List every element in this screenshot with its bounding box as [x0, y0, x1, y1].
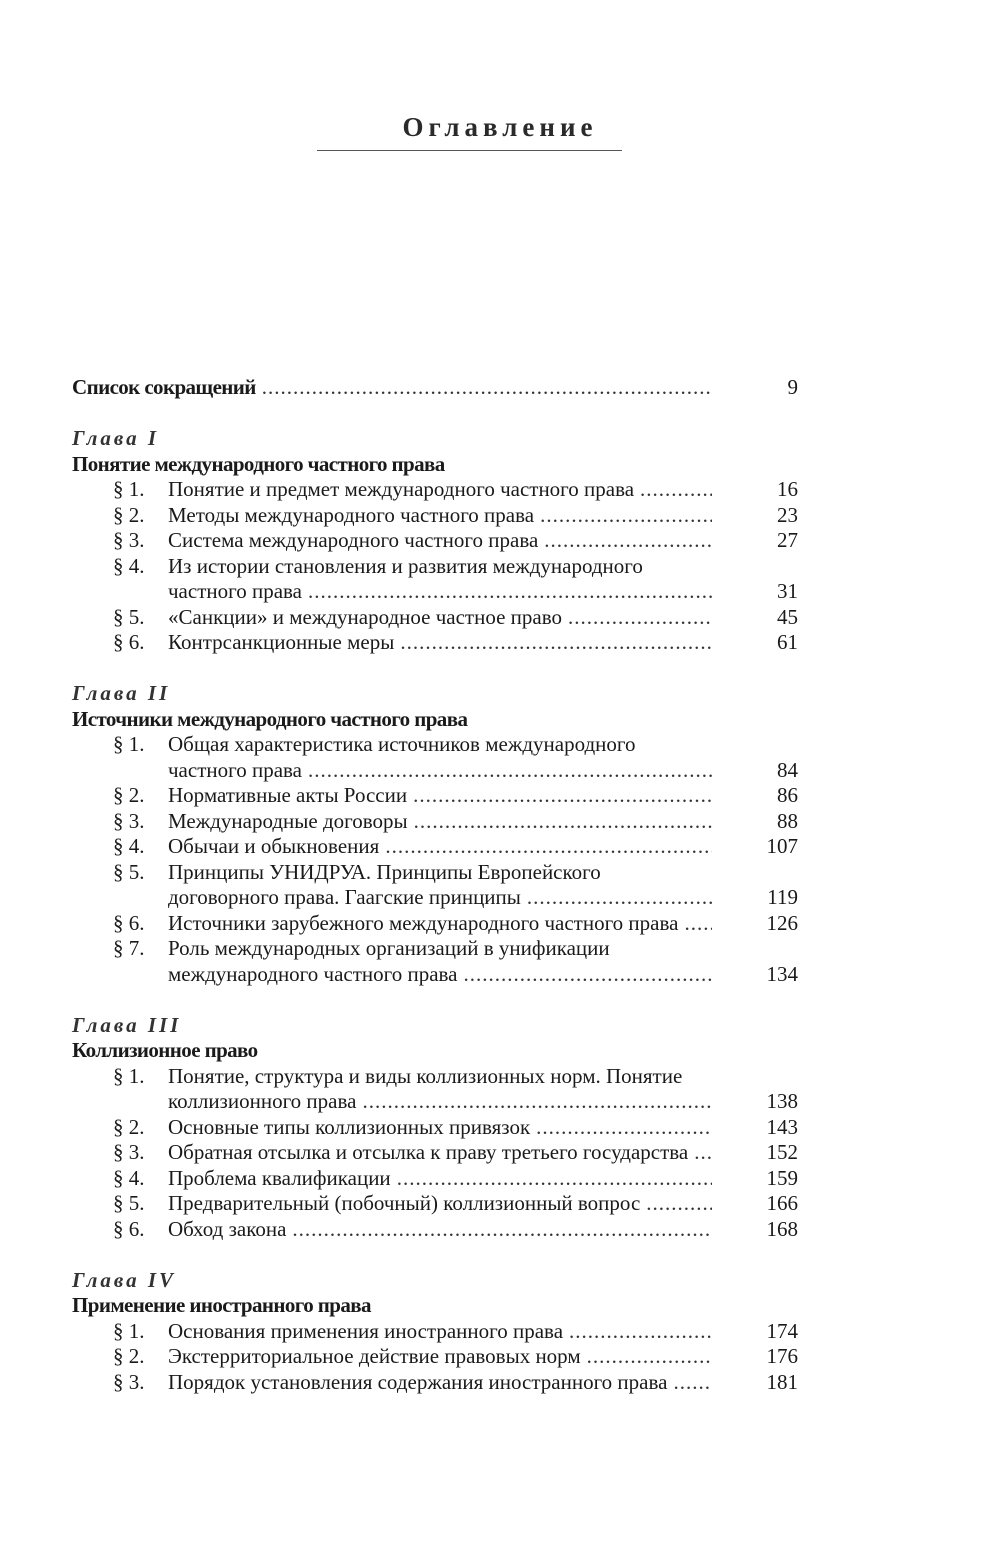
entry-line — [72, 758, 718, 784]
page-number: 168 — [766, 1216, 798, 1241]
toc-entry[interactable] — [72, 860, 872, 886]
section-number: § 3. — [113, 1369, 145, 1394]
chapter-number: Глава I — [72, 426, 160, 450]
toc-entry[interactable] — [72, 962, 872, 988]
entry-line — [72, 1344, 718, 1370]
chapter-title-text: Источники международного частного права — [72, 706, 468, 731]
section-title: Порядок установления содержания иностранного права — [168, 1369, 668, 1394]
page-number: 86 — [777, 783, 798, 807]
chapter-title[interactable] — [72, 452, 872, 478]
dot-leader — [400, 630, 712, 656]
page-number: 9 — [787, 375, 798, 399]
chapter-label — [72, 426, 872, 452]
section-title: Основания применения иностранного права — [168, 1318, 564, 1343]
chapter-number: Глава III — [72, 1012, 182, 1037]
section-title: Методы международного частного права — [168, 502, 535, 527]
toc-entry[interactable] — [72, 1217, 872, 1243]
entry-line — [72, 1089, 718, 1115]
toc-entry[interactable] — [72, 630, 872, 656]
section-title: коллизионного права — [168, 1089, 357, 1113]
chapter-label — [72, 1268, 872, 1294]
page-number: 88 — [777, 808, 798, 833]
spacer — [72, 1242, 872, 1268]
page-number: 45 — [777, 604, 798, 629]
entry-line — [72, 1370, 718, 1396]
section-number: § 7. — [113, 936, 145, 960]
entry-line — [72, 911, 718, 937]
dot-leader — [464, 962, 713, 988]
entry-line — [72, 477, 718, 503]
toc-entry[interactable] — [72, 834, 872, 860]
chapter-label — [72, 1013, 872, 1039]
dot-leader — [536, 1115, 712, 1141]
dot-leader — [397, 1166, 712, 1192]
dot-leader — [527, 885, 712, 911]
section-title: Обход закона — [168, 1216, 287, 1241]
page-number: 119 — [767, 885, 798, 909]
section-number: § 6. — [113, 1216, 145, 1241]
dot-leader — [262, 375, 712, 401]
toc-entry[interactable] — [72, 758, 872, 784]
entry-line — [72, 605, 718, 631]
section-title: Контрсанкционные меры — [168, 630, 395, 654]
toc-entry[interactable] — [72, 477, 872, 503]
dot-leader — [308, 579, 712, 605]
section-title: частного права — [168, 757, 302, 782]
toc-entry[interactable] — [72, 554, 872, 580]
page-number: 134 — [766, 961, 798, 986]
section-number: § 3. — [113, 808, 145, 833]
section-number: § 4. — [113, 553, 145, 578]
section-number: § 1. — [113, 732, 145, 756]
page-number: 84 — [777, 757, 798, 782]
dot-leader — [673, 1370, 712, 1396]
section-number: § 6. — [113, 910, 145, 935]
entry-line — [72, 1064, 718, 1090]
section-number: § 2. — [113, 1114, 145, 1139]
section-number: § 2. — [113, 502, 145, 527]
dot-leader — [540, 503, 712, 529]
entry-line — [72, 1115, 718, 1141]
chapter-title-text: Коллизионное право — [72, 1038, 258, 1062]
entry-line — [72, 783, 718, 809]
chapter-title-text: Применение иностранного права — [72, 1293, 371, 1317]
section-title: Понятие, структура и виды коллизионных норм. Понятие — [168, 1063, 683, 1088]
page-title: Оглавление — [402, 112, 598, 142]
entry-line — [72, 1140, 718, 1166]
page-number: 23 — [777, 502, 798, 527]
section-number: § 1. — [113, 1063, 145, 1088]
page-number: 107 — [766, 834, 798, 858]
entry-line — [72, 809, 718, 835]
section-title: Обратная отсылка и отсылка к праву третьего государства — [168, 1140, 689, 1164]
page-number: 61 — [777, 630, 798, 654]
chapter-title[interactable] — [72, 1293, 872, 1319]
entry-line — [72, 1319, 718, 1345]
toc-entry-abbreviations[interactable] — [72, 375, 872, 401]
entry-line — [72, 579, 718, 605]
section-title: Экстерриториальное действие правовых норм — [168, 1344, 581, 1368]
section-title: Международные договоры — [168, 808, 408, 833]
section-number: § 1. — [113, 1318, 145, 1343]
toc-entry[interactable] — [72, 1115, 872, 1141]
entry-line — [72, 834, 718, 860]
toc-entry[interactable] — [72, 579, 872, 605]
entry-line — [72, 860, 718, 886]
toc-entry[interactable] — [72, 1140, 872, 1166]
section-title: Источники зарубежного международного частного права — [168, 910, 679, 935]
section-title: «Санкции» и международное частное право — [168, 604, 563, 629]
section-title: международного частного права — [168, 961, 458, 986]
chapter-title[interactable] — [72, 1038, 872, 1064]
toc-entry[interactable] — [72, 1344, 872, 1370]
section-number: § 2. — [113, 783, 145, 807]
toc-entry[interactable] — [72, 528, 872, 554]
entry-line — [72, 554, 718, 580]
page-number: 16 — [777, 477, 798, 501]
section-number: § 5. — [113, 1191, 145, 1215]
entry-line — [72, 885, 718, 911]
section-title: частного права — [168, 579, 302, 603]
section-number: § 5. — [113, 859, 145, 884]
toc-entry[interactable] — [72, 1064, 872, 1090]
page-number: 152 — [766, 1140, 798, 1164]
section-title: Понятие и предмет международного частного права — [168, 477, 635, 501]
dot-leader — [362, 1089, 712, 1115]
section-number: § 3. — [113, 1140, 145, 1164]
toc-entry[interactable] — [72, 911, 872, 937]
dot-leader — [568, 605, 712, 631]
dot-leader — [640, 477, 712, 503]
chapter-title-text: Понятие международного частного права — [72, 451, 445, 476]
page-number: 174 — [766, 1318, 798, 1343]
section-number: § 1. — [113, 477, 145, 501]
dot-leader — [385, 834, 712, 860]
page-number: 27 — [777, 528, 798, 552]
toc-entry[interactable] — [72, 1191, 872, 1217]
page-number: 138 — [766, 1089, 798, 1113]
dot-leader — [684, 911, 712, 937]
page-number: 176 — [766, 1344, 798, 1368]
toc-entry[interactable] — [72, 1089, 872, 1115]
section-number: § 5. — [113, 604, 145, 629]
page-number: 126 — [766, 910, 798, 935]
toc-entry[interactable] — [72, 1166, 872, 1192]
entry-line — [72, 528, 718, 554]
toc-entry[interactable] — [72, 503, 872, 529]
table-of-contents — [72, 375, 872, 1395]
section-title: Роль международных организаций в унификации — [168, 936, 610, 960]
section-number: § 3. — [113, 528, 145, 552]
section-title: Обычаи и обыкновения — [168, 834, 380, 858]
entry-line — [72, 962, 718, 988]
entry-line — [72, 1217, 718, 1243]
dot-leader — [414, 809, 712, 835]
entry-line — [72, 936, 718, 962]
dot-leader — [292, 1217, 712, 1243]
page-number: 181 — [766, 1369, 798, 1394]
toc-entry[interactable] — [72, 1370, 872, 1396]
toc-entry[interactable] — [72, 783, 872, 809]
toc-entry[interactable] — [72, 605, 872, 631]
toc-entry[interactable] — [72, 732, 872, 758]
section-title: Из истории становления и развития международного — [168, 553, 643, 578]
section-title: договорного права. Гаагские принципы — [168, 885, 521, 909]
entry-line — [72, 503, 718, 529]
spacer — [72, 656, 872, 682]
section-title: Проблема квалификации — [168, 1165, 391, 1190]
dot-leader — [413, 783, 712, 809]
section-number: § 4. — [113, 1165, 145, 1190]
toc-entry[interactable] — [72, 936, 872, 962]
section-title: Предварительный (побочный) коллизионный вопрос — [168, 1191, 641, 1215]
dot-leader — [694, 1140, 712, 1166]
dot-leader — [646, 1191, 712, 1217]
page-number: 159 — [766, 1165, 798, 1190]
section-title: Нормативные акты России — [168, 783, 408, 807]
dot-leader — [587, 1344, 712, 1370]
entry-line — [72, 1166, 718, 1192]
page-number: 166 — [766, 1191, 798, 1215]
toc-entry[interactable] — [72, 885, 872, 911]
entry-line — [72, 732, 718, 758]
chapter-number: Глава II — [72, 681, 171, 705]
dot-leader — [569, 1319, 712, 1345]
title-underline — [317, 150, 622, 151]
spacer — [72, 401, 872, 427]
section-number: § 2. — [113, 1344, 145, 1368]
chapter-label — [72, 681, 872, 707]
entry-line — [72, 630, 718, 656]
page-number: 143 — [766, 1114, 798, 1139]
chapter-title[interactable] — [72, 707, 872, 733]
spacer — [72, 987, 872, 1013]
section-title: Основные типы коллизионных привязок — [168, 1114, 531, 1139]
section-title: Система международного частного права — [168, 528, 539, 552]
dot-leader — [544, 528, 712, 554]
section-number: § 6. — [113, 630, 145, 654]
section-title: Принципы УНИДРУА. Принципы Европейского — [168, 859, 601, 884]
chapter-number: Глава IV — [72, 1267, 177, 1292]
entry-line — [72, 1191, 718, 1217]
toc-entry[interactable] — [72, 809, 872, 835]
section-title: Общая характеристика источников международного — [168, 732, 636, 756]
section-number: § 4. — [113, 834, 145, 858]
toc-entry-label: Список сокращений — [72, 375, 256, 399]
page-number: 31 — [777, 579, 798, 603]
toc-entry[interactable] — [72, 1319, 872, 1345]
dot-leader — [308, 758, 712, 784]
